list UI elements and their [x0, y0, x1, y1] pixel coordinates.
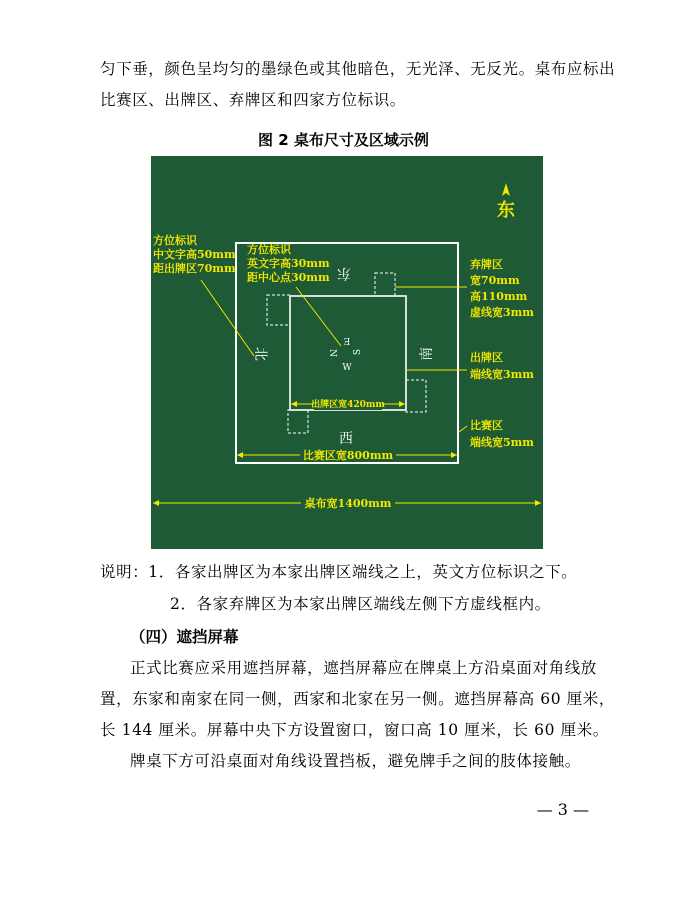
note-line-1: 说明：1．各家出牌区为本家出牌区端线之上，英文方位标识之下。: [100, 563, 578, 581]
label-direction-cn: 方位标识 中文字高50mm 距出牌区70mm: [153, 234, 236, 275]
section-heading: （四）遮挡屏幕: [130, 628, 239, 646]
note-line-2: 2．各家弃牌区为本家出牌区端线左侧下方虚线框内。: [170, 595, 551, 613]
table-cloth-diagram: [151, 156, 543, 549]
dir-west-label: 西: [339, 431, 353, 447]
compass-s: S: [353, 348, 363, 356]
section-p1-line-1: 正式比赛应采用遮挡屏幕，遮挡屏幕应在牌桌上方沿桌面对角线放: [130, 659, 597, 677]
figure-title: 图 2 桌布尺寸及区域示例: [258, 131, 429, 149]
section-p2: 牌桌下方可沿桌面对角线设置挡板，避免牌手之间的肢体接触。: [130, 752, 581, 770]
compass-w: W: [342, 363, 352, 373]
label-match-area: 比赛区 端线宽5mm: [470, 419, 534, 449]
label-discard-area: 弃牌区 宽70mm 高110mm 虚线宽3mm: [470, 258, 534, 319]
dir-north-label: 北: [252, 347, 268, 361]
label-direction-en: 方位标识 英文字高30mm 距中心点30mm: [247, 243, 330, 284]
play-width-label: 出牌区宽420mm: [311, 400, 385, 410]
intro-line-1: 匀下垂，颜色呈均匀的墨绿色或其他暗色，无光泽、无反光。桌布应标出: [100, 60, 616, 78]
intro-line-2: 比赛区、出牌区、弃牌区和四家方位标识。: [100, 91, 406, 109]
compass-e: E: [343, 335, 351, 345]
dir-south-label: 南: [419, 347, 435, 361]
section-p1-line-2: 置，东家和南家在同一侧，西家和北家在另一侧。遮挡屏幕高 60 厘米，: [100, 690, 615, 708]
dir-east-label: 东: [337, 265, 351, 281]
label-play-area: 出牌区 端线宽3mm: [470, 351, 534, 381]
cloth-width-label: 桌布宽1400mm: [304, 497, 392, 510]
section-p1-line-3: 长 144 厘米。屏幕中央下方设置窗口，窗口高 10 厘米，长 60 厘米。: [100, 721, 609, 739]
match-width-label: 比赛区宽800mm: [302, 449, 394, 462]
compass-n: N: [327, 349, 337, 357]
east-marker: 东: [497, 200, 515, 221]
page-number: — 3 —: [536, 800, 589, 819]
